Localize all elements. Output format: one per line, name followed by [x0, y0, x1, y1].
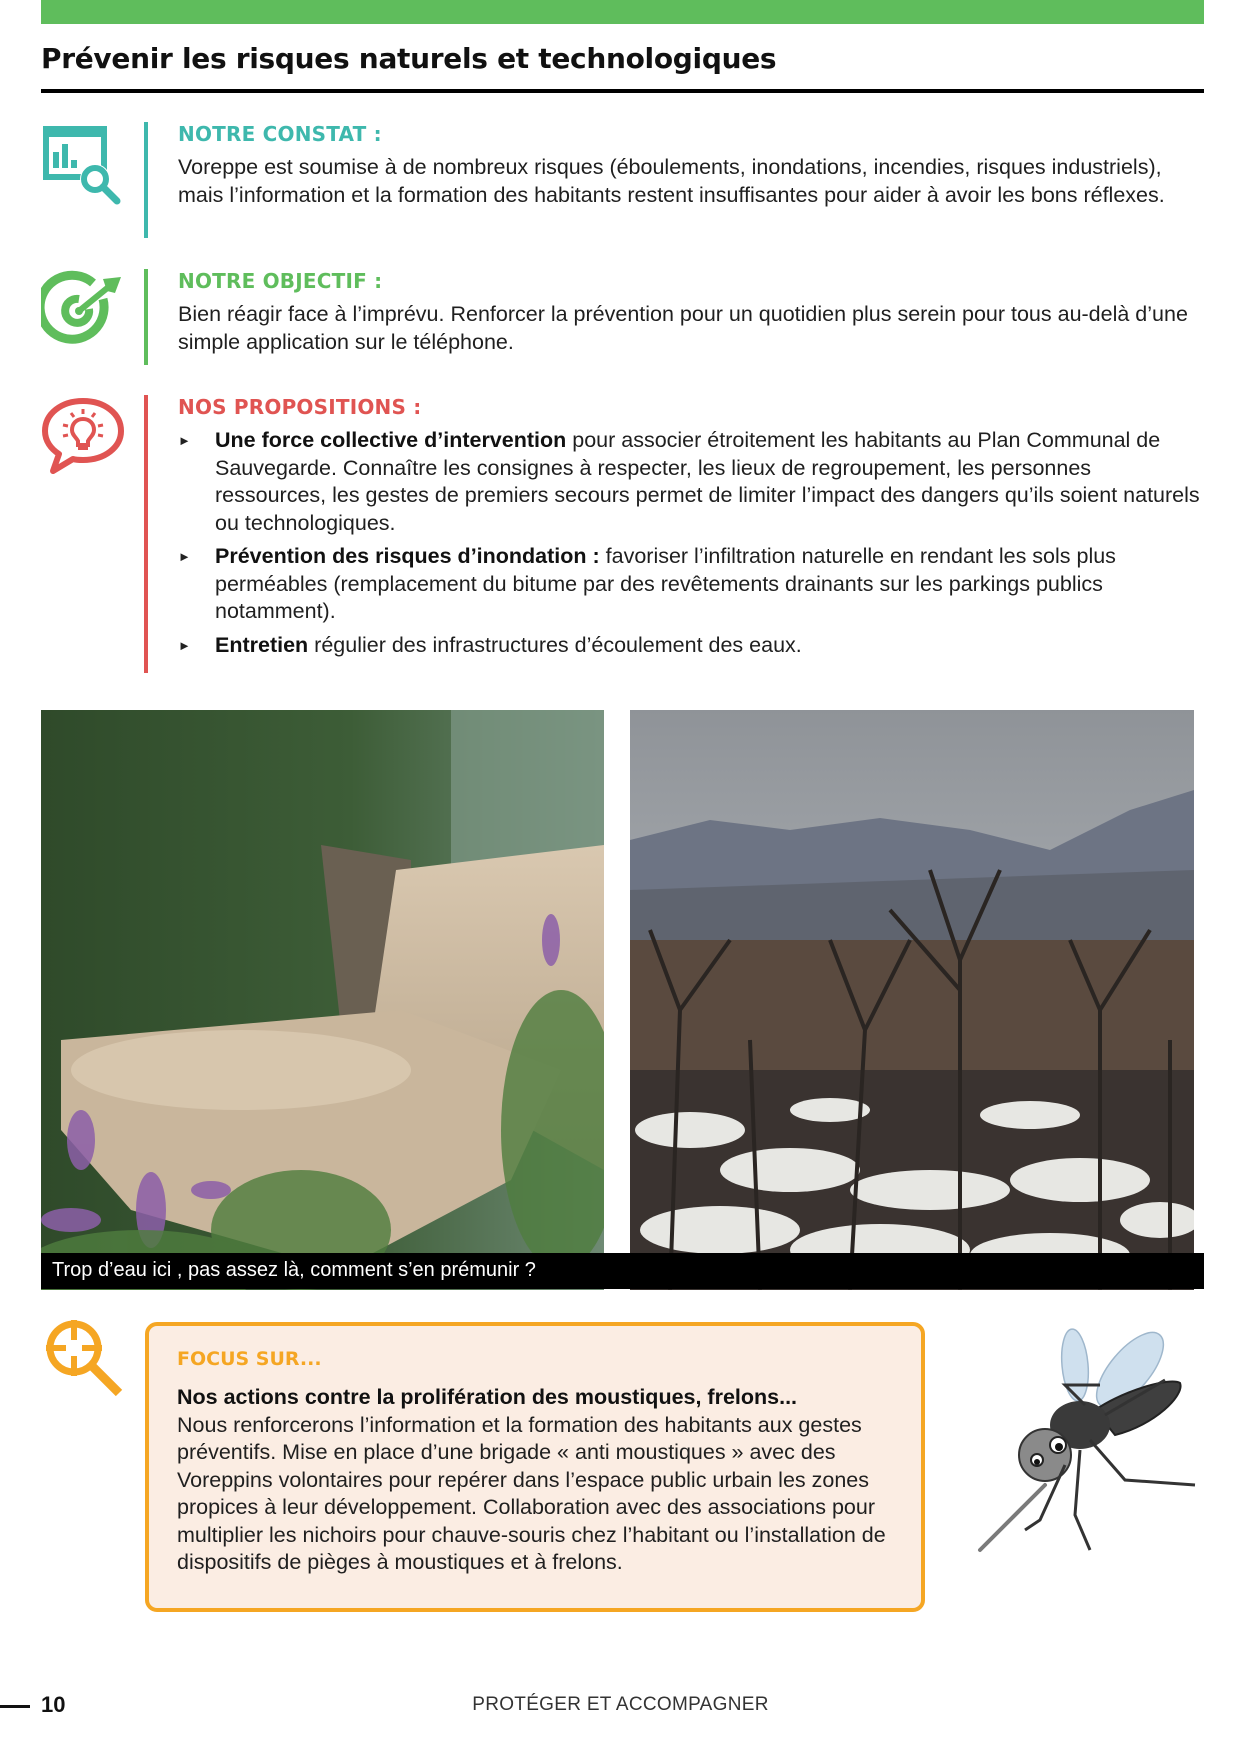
objectif-heading: NOTRE OBJECTIF : [178, 269, 383, 293]
bullet-triangle-icon: ► [178, 433, 191, 448]
focus-subtitle: Nos actions contre la prolifération des moustiques, frelons... [177, 1385, 798, 1409]
section-accent-bar [144, 395, 148, 673]
speech-bubble-lightbulb-icon [41, 395, 125, 479]
propositions-list [178, 427, 1204, 659]
photo-flood-waterfall [41, 710, 604, 1290]
focus-heading: FOCUS SUR... [177, 1348, 322, 1370]
report-magnifier-icon [41, 122, 125, 206]
objectif-text: Bien réagir face à l’imprévu. Renforcer la prévention pour un quotidien plus serein pour tous au-delà d’une simple application sur le téléphone. [178, 302, 1188, 354]
focus-text: Nous renforcerons l’information et la formation des habitants aux gestes préventifs. Mise en place d’une brigade « anti moustiques » avec des Voreppins volontaires pour repérer dans l’espace public urbain les zones propices à leur développement. Collaboration avec des associations pour multiplier les nichoirs pour chauve-souris chez l’habitant ou l’installation de dispositifs de pièges à moustiques et à frelons. [177, 1412, 886, 1574]
proposition-text: pour associer étroitement les habitants au Plan Communal de Sauvegarde. Connaître les consignes à respecter, les lieux de regroupement, les personnes ressources, les gestes de premiers secours permet de limiter l’impact des dangers qu’ils soient naturels ou technologiques. [215, 428, 1200, 535]
proposition-text: régulier des infrastructures d’écoulement des eaux. [308, 632, 802, 657]
list-item [178, 543, 1204, 626]
top-color-band [41, 0, 1204, 24]
title-divider [41, 89, 1204, 93]
section-accent-bar [144, 269, 148, 365]
photo-caption-bar [41, 1253, 1204, 1289]
proposition-title: Prévention des risques d’inondation : [215, 544, 600, 568]
section-constat [41, 122, 1204, 238]
photo-caption: Trop d’eau ici , pas assez là, comment s’en prémunir ? [52, 1259, 536, 1281]
section-accent-bar [144, 122, 148, 238]
footer-section-label: PROTÉGER ET ACCOMPAGNER [472, 1694, 769, 1715]
constat-heading: NOTRE CONSTAT : [178, 122, 382, 146]
mosquito-illustration [965, 1315, 1210, 1555]
focus-text-block [177, 1384, 899, 1577]
section-objectif [41, 269, 1204, 365]
proposition-text: favoriser l’infiltration naturelle en rendant les sols plus perméables (remplacement du bitume par des revêtements drainants sur les parkings publics notamment). [215, 544, 1116, 623]
constat-text: Voreppe est soumise à de nombreux risques (éboulements, inondations, incendies, risques industriels), mais l’information et la formation des habitants restent insuffisantes pour aider à avoir les bons réflexes. [178, 155, 1165, 207]
section-propositions [41, 395, 1204, 673]
bullet-triangle-icon: ► [178, 549, 191, 564]
focus-box [145, 1322, 925, 1612]
magnifier-crosshair-icon [41, 1315, 125, 1399]
list-item [178, 427, 1204, 537]
page-title: Prévenir les risques naturels et technologiques [41, 42, 777, 75]
bullet-triangle-icon: ► [178, 637, 191, 653]
proposition-title: Entretien [215, 632, 309, 657]
photo-burned-forest [630, 710, 1194, 1290]
page-number: 10 [41, 1692, 66, 1717]
proposition-title: Une force collective d’intervention [215, 428, 567, 452]
propositions-heading: NOS PROPOSITIONS : [178, 395, 422, 419]
list-item [178, 632, 1204, 660]
target-arrow-icon [41, 269, 125, 353]
